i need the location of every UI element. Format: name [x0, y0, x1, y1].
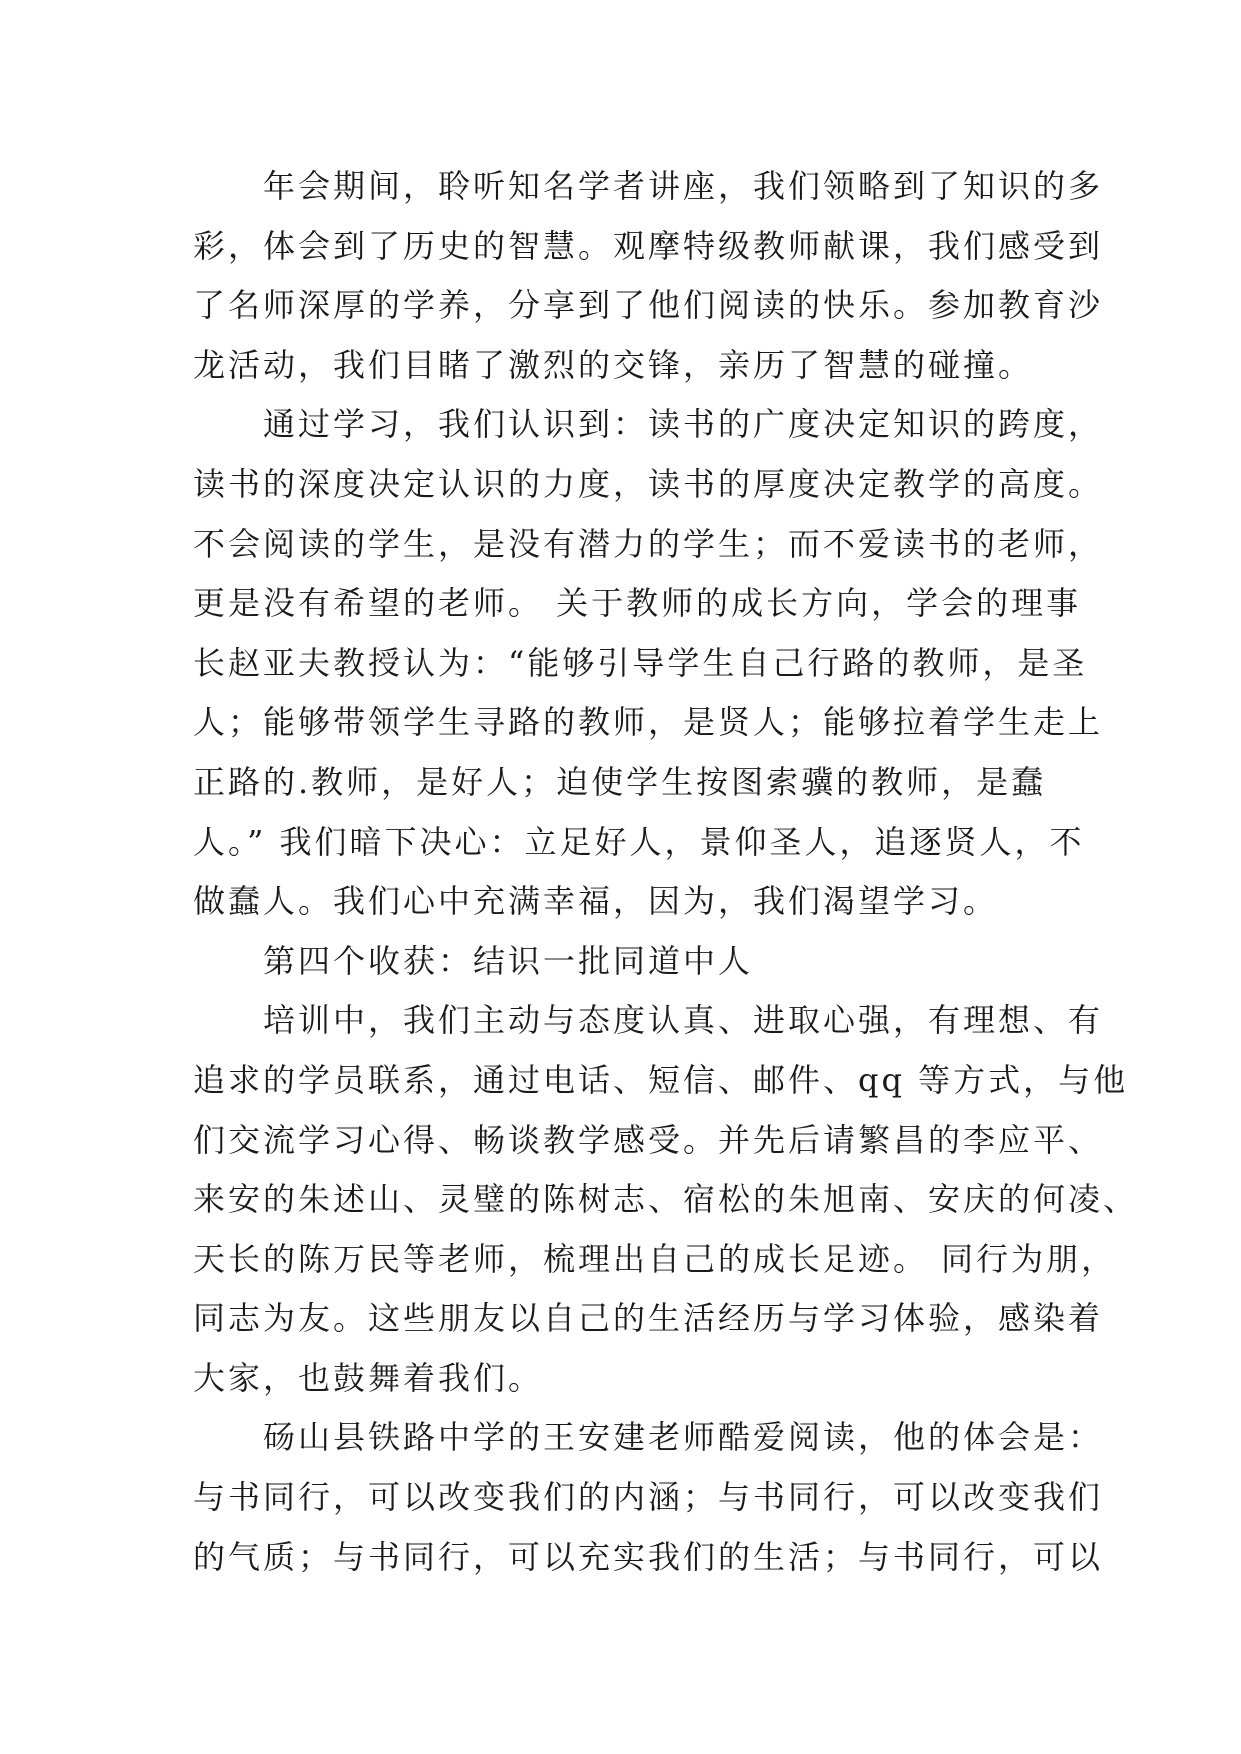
document-body: [193, 157, 1139, 1587]
text-line: 不会阅读的学生，是没有潜力的学生；而不爱读书的老师，: [193, 524, 1104, 563]
text-line: 来安的朱述山、灵璧的陈树志、宿松的朱旭南、安庆的何凌、: [193, 1180, 1139, 1219]
text-line: 天长的陈万民等老师，梳理出自己的成长足迹。 同行为朋，: [193, 1239, 1117, 1278]
text-line: 人。” 我们暗下决心：立足好人，景仰圣人，追逐贤人，不: [193, 822, 1085, 861]
text-line: 长赵亚夫教授认为：“能够引导学生自己行路的教师，是圣: [193, 643, 1088, 682]
text-line: 大家，也鼓舞着我们。: [193, 1358, 544, 1397]
text-line: 彩，体会到了历史的智慧。观摩特级教师献课，我们感受到: [193, 226, 1104, 265]
text-line: 了名师深厚的学养，分享到了他们阅读的快乐。参加教育沙: [193, 286, 1104, 325]
text-line: 年会期间，聆听知名学者讲座，我们领略到了知识的多: [193, 167, 1104, 205]
text-line: 通过学习，我们认识到：读书的广度决定知识的跨度，: [193, 405, 1104, 444]
text-line: 追求的学员联系，通过电话、短信、邮件、qq 等方式，与他: [193, 1060, 1129, 1099]
text-line: 同志为友。这些朋友以自己的生活经历与学习体验，感染着: [193, 1299, 1104, 1338]
text-line: 们交流学习心得、畅谈教学感受。并先后请繁昌的李应平、: [193, 1120, 1104, 1159]
text-line: 砀山县铁路中学的王安建老师酷爱阅读，他的体会是：: [193, 1418, 1104, 1457]
text-line: 人；能够带领学生寻路的教师，是贤人；能够拉着学生走上: [193, 703, 1104, 742]
text-line: 龙活动，我们目睹了激烈的交锋，亲历了智慧的碰撞。: [193, 345, 1034, 384]
text-line: 的气质；与书同行，可以充实我们的生活；与书同行，可以: [193, 1537, 1104, 1576]
text-line: 更是没有希望的老师。 关于教师的成长方向，学会的理事: [193, 584, 1082, 623]
section-heading: 第四个收获：结识一批同道中人: [193, 941, 754, 980]
text-line: 与书同行，可以改变我们的内涵；与书同行，可以改变我们: [193, 1478, 1104, 1517]
text-line: 做蠢人。我们心中充满幸福，因为，我们渴望学习。: [193, 882, 999, 921]
text-line: 培训中，我们主动与态度认真、进取心强，有理想、有: [193, 1001, 1104, 1040]
text-line: 读书的深度决定认识的力度，读书的厚度决定教学的高度。: [193, 464, 1104, 503]
text-line: 正路的.教师，是好人；迫使学生按图索骥的教师，是蠢: [193, 762, 1047, 801]
